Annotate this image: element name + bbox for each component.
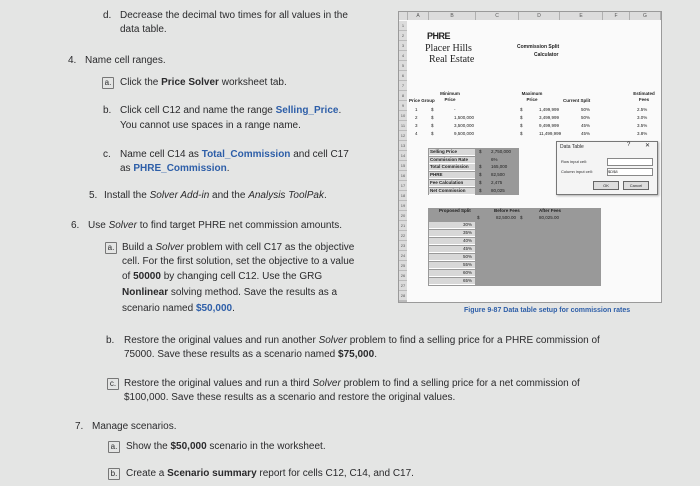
hdr-price-group: Price Group (409, 98, 435, 103)
price-table-cell: 2 (415, 115, 418, 120)
row-number: 23 (399, 241, 407, 251)
row-number: 27 (399, 281, 407, 291)
price-table-cell: 50% (581, 115, 591, 120)
calc-label: Total Commission (430, 164, 469, 170)
calc-value: $ (479, 149, 482, 154)
price-table-cell: 3 (415, 123, 418, 128)
t2-after-value: 80,025.00 (539, 215, 560, 220)
calc-label: PHRE (430, 172, 443, 178)
row-number: 18 (399, 191, 407, 201)
price-table-cell: 45% (581, 123, 591, 128)
row-input-label: Row input cell: (561, 159, 588, 164)
cancel-button[interactable]: Cancel (623, 181, 649, 190)
marker-4: 4. (68, 55, 77, 66)
calc-value: 165,000 (491, 164, 508, 170)
marker-a: a. (102, 76, 117, 89)
row-number: 13 (399, 141, 407, 151)
price-table-cell: 4 (415, 131, 418, 136)
row-number: 2 (399, 31, 407, 41)
marker-6b: b. (106, 335, 115, 346)
step-4b-line2: You cannot use spaces in a range name. (120, 120, 301, 131)
step-6a-line4: Nonlinear solving method. Save the results as a (122, 287, 338, 298)
calc-label: Selling Price (430, 149, 458, 154)
step-4c-line1: Name cell C14 as Total_Commission and cell C17 (120, 149, 349, 160)
row-number: 9 (399, 101, 407, 111)
step-6b-line2: 75000. Save these results as a scenario named $75,000. (124, 349, 377, 360)
row-number: 19 (399, 201, 407, 211)
marker-b: b. (103, 105, 112, 116)
price-table-cell: 3,499,999 (539, 115, 560, 120)
company-name-line2: Real Estate (429, 54, 475, 65)
data-table-dialog (556, 141, 658, 195)
t2-before-dollar: $ (477, 215, 480, 220)
split-value: 55% (463, 262, 473, 267)
hdr-estimated-fees: Estimated Fees (633, 91, 655, 102)
price-table-cell: 3.5% (637, 123, 648, 128)
step-6-text: Use Solver to find target PHRE net commission amounts. (88, 220, 343, 231)
corner-cell (399, 12, 408, 20)
price-table-cell: 9,499,999 (539, 123, 560, 128)
row-number: 28 (399, 291, 407, 301)
hdr-proposed-split: Proposed Split (439, 208, 471, 213)
row-number: 7 (399, 81, 407, 91)
step-6a-line2: cell. For the first solution, set the objective to a value (122, 256, 355, 267)
price-table-cell: 3.0% (637, 115, 648, 120)
close-icon[interactable]: ✕ (645, 143, 651, 149)
step-6c-line2: $100,000. Save these results as a scenario and restore the original values. (124, 392, 456, 403)
row-number: 1 (399, 21, 407, 31)
figure-caption: Figure 9-87 Data table setup for commission rates (464, 307, 631, 314)
step-6a-line1: Build a Solver problem with cell C17 as the objective (122, 242, 355, 253)
step-7a-text: Show the $50,000 scenario in the worksheet. (126, 441, 326, 452)
row-number: 12 (399, 131, 407, 141)
phre-logo: PHRE (427, 31, 451, 41)
column-input-field[interactable]: $D$8 (607, 168, 653, 176)
column-input-label: Column input cell: (561, 169, 593, 174)
step-6a-line3: of 50000 by changing cell C12. Use the GRG (122, 271, 323, 282)
marker-c: c. (103, 149, 111, 160)
row-number: 15 (399, 161, 407, 171)
price-table-cell: 50% (581, 107, 591, 112)
col-header-f: F (603, 12, 630, 20)
price-table-cell: 45% (581, 131, 591, 136)
row-number: 10 (399, 111, 407, 121)
row-number: 5 (399, 61, 407, 71)
price-table-cell: $ (431, 107, 434, 112)
row-number: 16 (399, 171, 407, 181)
row-number: 14 (399, 151, 407, 161)
calc-value: 80,025 (491, 187, 505, 193)
price-table-cell: 3.8% (637, 131, 648, 136)
col-header-b: B (429, 12, 476, 20)
price-table-cell: 1,500,000 (454, 115, 475, 120)
calculator-title-line2: Calculator (534, 52, 559, 58)
split-value: 45% (463, 246, 473, 251)
hdr-maximum-price: Maximum Price (521, 91, 543, 102)
calc-value: $ (479, 164, 482, 170)
split-value: 50% (463, 254, 473, 259)
hdr-minimum-price: Minimum Price (440, 91, 460, 102)
price-table-cell: $ (431, 123, 434, 128)
marker-7: 7. (75, 421, 84, 432)
row-input-field[interactable] (607, 158, 653, 166)
hdr-current-split: Current Split (563, 98, 591, 103)
calc-value: 6% (491, 156, 498, 162)
price-table-cell: $ (520, 123, 523, 128)
ok-button[interactable]: OK (593, 181, 619, 190)
calc-label: Net Commission (430, 187, 466, 193)
help-icon[interactable]: ? (627, 142, 631, 148)
step-6c-line1: Restore the original values and run a third Solver problem to find a selling price for a net commission of (124, 378, 580, 389)
row-number: 24 (399, 251, 407, 261)
row-number: 11 (399, 121, 407, 131)
price-table-cell: 9,500,000 (454, 131, 475, 136)
price-table-cell: $ (520, 107, 523, 112)
calc-value: $ (479, 187, 482, 193)
marker-6c: c. (107, 377, 122, 390)
hdr-before-fees: Before Fees (494, 208, 520, 213)
calc-value: $ (479, 172, 482, 178)
split-value: 40% (463, 238, 473, 243)
calc-label: Commission Rate (430, 156, 469, 162)
price-table-cell: $ (431, 115, 434, 120)
row-number: 26 (399, 271, 407, 281)
row-number: 8 (399, 91, 407, 101)
split-value: 30% (463, 222, 473, 227)
price-table-cell: - (454, 107, 456, 112)
col-header-a: A (408, 12, 429, 20)
step-7-text: Manage scenarios. (92, 421, 177, 432)
step-6b-line1: Restore the original values and run another Solver problem to find a selling price for a PHRE commission of (124, 335, 600, 346)
marker-d: d. (103, 10, 112, 21)
step-4a-text: Click the Price Solver worksheet tab. (120, 77, 287, 88)
price-table-cell: 1,499,999 (539, 107, 560, 112)
price-table-cell: 3,500,000 (454, 123, 475, 128)
step-d-line2: data table. (120, 24, 167, 35)
step-4c-line2: as PHRE_Commission. (120, 163, 230, 174)
calc-value: $ (479, 179, 482, 185)
step-6a-line5: scenario named $50,000. (122, 303, 235, 314)
dialog-title: Data Table (560, 144, 584, 150)
col-header-c: C (476, 12, 519, 20)
step-5-text: Install the Solver Add-in and the Analysis ToolPak. (104, 190, 327, 201)
price-table-cell: 2.5% (637, 107, 648, 112)
marker-6: 6. (71, 220, 80, 231)
price-table-cell: 11,499,999 (539, 131, 562, 136)
step-7b-text: Create a Scenario summary report for cells C12, C14, and C17. (126, 468, 414, 479)
step-4b-line1: Click cell C12 and name the range Selling_Price. (120, 105, 342, 116)
row-number: 3 (399, 41, 407, 51)
hdr-after-fees: After Fees (539, 208, 562, 213)
marker-7a: a. (108, 440, 123, 453)
price-table-cell: $ (431, 131, 434, 136)
row-number: 21 (399, 221, 407, 231)
split-value: 65% (463, 278, 473, 283)
row-number: 22 (399, 231, 407, 241)
price-table-cell: $ (520, 131, 523, 136)
row-number: 6 (399, 71, 407, 81)
t2-before-value: 82,500.00 (496, 215, 517, 220)
calculator-title-line1: Commission Split (517, 44, 560, 50)
split-value: 60% (463, 270, 473, 275)
calc-value: 2,475 (491, 179, 503, 185)
col-header-e: E (560, 12, 603, 20)
step-4-text: Name cell ranges. (85, 55, 166, 66)
marker-6a: a. (105, 241, 120, 254)
calc-label: Fee Calculation (430, 179, 464, 185)
marker-5: 5. (89, 190, 98, 201)
col-header-g: G (630, 12, 661, 20)
split-value: 35% (463, 230, 473, 235)
price-table-cell: 1 (415, 107, 418, 112)
price-table-cell: $ (520, 115, 523, 120)
calc-value: 82,500 (491, 172, 505, 178)
marker-7b: b. (108, 467, 123, 480)
row-number: 25 (399, 261, 407, 271)
step-d-line1: Decrease the decimal two times for all values in the (120, 10, 348, 21)
col-header-d: D (519, 12, 560, 20)
company-name-line1: Placer Hills (425, 43, 472, 54)
calc-value: 2,750,000 (491, 149, 512, 154)
t2-after-dollar: $ (520, 215, 523, 220)
row-number: 17 (399, 181, 407, 191)
row-number: 4 (399, 51, 407, 61)
row-number: 20 (399, 211, 407, 221)
